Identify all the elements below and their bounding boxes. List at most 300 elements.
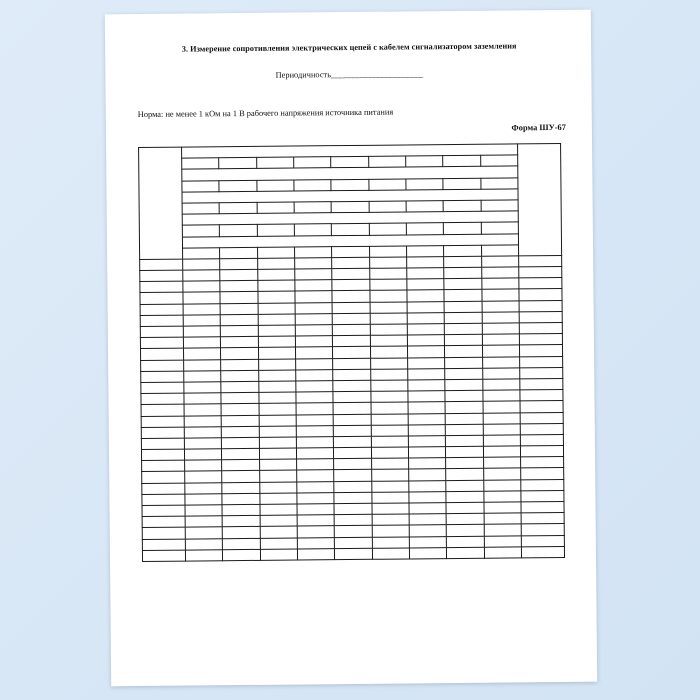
data-cell[interactable] [520, 378, 563, 390]
subheader-cell[interactable] [406, 178, 443, 190]
data-cell[interactable] [371, 425, 408, 437]
data-cell[interactable] [297, 526, 334, 538]
data-cell[interactable] [372, 537, 409, 549]
data-cell[interactable] [482, 323, 519, 335]
subheader-cell[interactable] [481, 177, 518, 189]
data-cell[interactable] [259, 448, 296, 460]
data-cell[interactable] [484, 535, 521, 547]
data-cell[interactable] [259, 437, 296, 449]
data-cell[interactable] [220, 292, 257, 304]
subheader-cell[interactable] [406, 223, 443, 235]
data-cell[interactable] [185, 527, 222, 539]
data-cell[interactable] [521, 535, 564, 547]
data-cell[interactable] [185, 482, 222, 494]
data-cell[interactable] [369, 268, 406, 280]
data-cell[interactable] [483, 435, 520, 447]
data-cell[interactable] [371, 391, 408, 403]
data-cell[interactable] [142, 494, 185, 506]
data-cell[interactable] [521, 479, 564, 491]
data-cell[interactable] [519, 311, 562, 323]
data-cell[interactable] [482, 312, 519, 324]
data-cell[interactable] [519, 300, 562, 312]
data-cell[interactable] [140, 293, 183, 305]
data-cell[interactable] [185, 549, 222, 561]
data-cell[interactable] [296, 369, 333, 381]
data-cell[interactable] [408, 380, 445, 392]
data-cell[interactable] [445, 368, 482, 380]
data-cell[interactable] [141, 416, 184, 428]
data-cell[interactable] [520, 423, 563, 435]
data-cell[interactable] [296, 425, 333, 437]
subheader-cell[interactable] [443, 178, 480, 190]
data-cell[interactable] [483, 390, 520, 402]
data-cell[interactable] [222, 516, 259, 528]
data-cell[interactable] [409, 547, 446, 559]
data-cell[interactable] [482, 289, 519, 301]
data-cell[interactable] [184, 449, 221, 461]
data-cell[interactable] [295, 280, 332, 292]
data-cell[interactable] [519, 278, 562, 290]
data-cell[interactable] [445, 357, 482, 369]
data-cell[interactable] [483, 446, 520, 458]
data-cell[interactable] [445, 413, 482, 425]
subheader-cell[interactable] [294, 246, 331, 258]
data-cell[interactable] [260, 504, 297, 516]
data-cell[interactable] [409, 480, 446, 492]
data-cell[interactable] [445, 346, 482, 358]
data-cell[interactable] [522, 546, 565, 558]
subheader-cell[interactable] [331, 179, 368, 191]
data-cell[interactable] [483, 457, 520, 469]
data-cell[interactable] [407, 290, 444, 302]
subheader-cell[interactable] [182, 225, 219, 237]
data-cell[interactable] [370, 346, 407, 358]
data-cell[interactable] [446, 424, 483, 436]
data-cell[interactable] [258, 336, 295, 348]
data-cell[interactable] [370, 302, 407, 314]
data-cell[interactable] [297, 492, 334, 504]
data-cell[interactable] [372, 492, 409, 504]
data-cell[interactable] [221, 404, 258, 416]
data-cell[interactable] [407, 324, 444, 336]
data-cell[interactable] [445, 390, 482, 402]
data-cell[interactable] [407, 301, 444, 313]
data-cell[interactable] [258, 370, 295, 382]
subheader-cell[interactable] [182, 247, 219, 259]
subheader-cell[interactable] [444, 223, 481, 235]
data-cell[interactable] [296, 381, 333, 393]
data-cell[interactable] [409, 536, 446, 548]
data-cell[interactable] [520, 412, 563, 424]
subheader-cell[interactable] [369, 179, 406, 191]
data-cell[interactable] [142, 460, 185, 472]
data-cell[interactable] [332, 268, 369, 280]
data-cell[interactable] [183, 270, 220, 282]
data-cell[interactable] [370, 335, 407, 347]
data-cell[interactable] [333, 403, 370, 415]
data-cell[interactable] [141, 360, 184, 372]
data-cell[interactable] [259, 493, 296, 505]
data-cell[interactable] [370, 358, 407, 370]
data-cell[interactable] [140, 304, 183, 316]
data-cell[interactable] [296, 414, 333, 426]
data-cell[interactable] [371, 402, 408, 414]
data-cell[interactable] [297, 537, 334, 549]
data-cell[interactable] [297, 515, 334, 527]
subheader-cell[interactable] [443, 200, 480, 212]
data-cell[interactable] [296, 448, 333, 460]
data-cell[interactable] [332, 313, 369, 325]
data-cell[interactable] [446, 513, 483, 525]
data-cell[interactable] [408, 435, 445, 447]
subheader-cell[interactable] [331, 157, 368, 169]
data-cell[interactable] [141, 427, 184, 439]
data-cell[interactable] [521, 457, 564, 469]
data-cell[interactable] [408, 413, 445, 425]
data-cell[interactable] [446, 491, 483, 503]
data-cell[interactable] [407, 335, 444, 347]
data-cell[interactable] [259, 415, 296, 427]
data-cell[interactable] [520, 345, 563, 357]
data-cell[interactable] [260, 526, 297, 538]
data-cell[interactable] [222, 471, 259, 483]
data-cell[interactable] [446, 457, 483, 469]
data-cell[interactable] [371, 447, 408, 459]
data-cell[interactable] [521, 501, 564, 513]
data-cell[interactable] [142, 483, 185, 495]
data-cell[interactable] [297, 548, 334, 560]
subheader-cell[interactable] [257, 202, 294, 214]
data-cell[interactable] [140, 315, 183, 327]
data-cell[interactable] [407, 268, 444, 280]
data-cell[interactable] [446, 446, 483, 458]
data-cell[interactable] [372, 525, 409, 537]
data-cell[interactable] [185, 471, 222, 483]
subheader-cell[interactable] [332, 224, 369, 236]
data-cell[interactable] [295, 325, 332, 337]
data-cell[interactable] [445, 334, 482, 346]
data-cell[interactable] [220, 314, 257, 326]
subheader-cell[interactable] [369, 201, 406, 213]
data-cell[interactable] [520, 401, 563, 413]
data-cell[interactable] [221, 415, 258, 427]
data-cell[interactable] [371, 469, 408, 481]
data-cell[interactable] [258, 303, 295, 315]
data-cell[interactable] [258, 314, 295, 326]
data-cell[interactable] [521, 446, 564, 458]
data-cell[interactable] [332, 302, 369, 314]
subheader-cell[interactable] [407, 245, 444, 257]
data-cell[interactable] [333, 347, 370, 359]
data-cell[interactable] [519, 322, 562, 334]
data-cell[interactable] [258, 392, 295, 404]
data-cell[interactable] [259, 470, 296, 482]
data-cell[interactable] [142, 505, 185, 517]
data-cell[interactable] [258, 325, 295, 337]
subheader-cell[interactable] [182, 203, 219, 215]
data-cell[interactable] [257, 269, 294, 281]
subheader-cell[interactable] [219, 180, 256, 192]
data-cell[interactable] [447, 525, 484, 537]
subheader-cell[interactable] [220, 225, 257, 237]
data-cell[interactable] [444, 278, 481, 290]
data-cell[interactable] [297, 481, 334, 493]
data-cell[interactable] [221, 337, 258, 349]
data-cell[interactable] [183, 303, 220, 315]
data-cell[interactable] [296, 403, 333, 415]
data-cell[interactable] [484, 547, 521, 559]
data-cell[interactable] [141, 404, 184, 416]
data-cell[interactable] [408, 391, 445, 403]
data-cell[interactable] [370, 290, 407, 302]
data-cell[interactable] [482, 368, 519, 380]
data-cell[interactable] [222, 437, 259, 449]
data-cell[interactable] [334, 470, 371, 482]
data-cell[interactable] [407, 346, 444, 358]
subheader-cell[interactable] [294, 202, 331, 214]
data-cell[interactable] [519, 267, 562, 279]
subheader-cell[interactable] [294, 157, 331, 169]
data-cell[interactable] [407, 312, 444, 324]
data-cell[interactable] [334, 514, 371, 526]
data-cell[interactable] [260, 515, 297, 527]
data-cell[interactable] [446, 480, 483, 492]
data-cell[interactable] [222, 460, 259, 472]
data-cell[interactable] [482, 278, 519, 290]
data-cell[interactable] [295, 291, 332, 303]
data-cell[interactable] [184, 426, 221, 438]
subheader-cell[interactable] [332, 246, 369, 258]
data-cell[interactable] [221, 393, 258, 405]
data-cell[interactable] [521, 524, 564, 536]
data-cell[interactable] [372, 548, 409, 560]
subheader-cell[interactable] [256, 157, 293, 169]
data-cell[interactable] [520, 390, 563, 402]
data-cell[interactable] [447, 536, 484, 548]
data-cell[interactable] [332, 291, 369, 303]
data-cell[interactable] [259, 459, 296, 471]
subheader-cell[interactable] [182, 180, 219, 192]
data-cell[interactable] [446, 469, 483, 481]
data-cell[interactable] [259, 426, 296, 438]
data-cell[interactable] [141, 449, 184, 461]
data-cell[interactable] [484, 491, 521, 503]
data-cell[interactable] [141, 371, 184, 383]
data-cell[interactable] [483, 424, 520, 436]
data-cell[interactable] [141, 438, 184, 450]
data-cell[interactable] [408, 368, 445, 380]
data-cell[interactable] [334, 481, 371, 493]
data-cell[interactable] [444, 290, 481, 302]
data-cell[interactable] [333, 324, 370, 336]
data-cell[interactable] [222, 482, 259, 494]
subheader-cell[interactable] [257, 224, 294, 236]
data-cell[interactable] [184, 370, 221, 382]
data-cell[interactable] [184, 404, 221, 416]
data-cell[interactable] [483, 379, 520, 391]
data-cell[interactable] [185, 505, 222, 517]
subheader-cell[interactable] [256, 180, 293, 192]
data-cell[interactable] [483, 468, 520, 480]
data-cell[interactable] [258, 359, 295, 371]
data-cell[interactable] [183, 326, 220, 338]
data-cell[interactable] [142, 516, 185, 528]
data-cell[interactable] [142, 539, 185, 551]
data-cell[interactable] [223, 549, 260, 561]
data-cell[interactable] [521, 468, 564, 480]
data-cell[interactable] [408, 402, 445, 414]
data-cell[interactable] [140, 337, 183, 349]
data-cell[interactable] [409, 491, 446, 503]
data-cell[interactable] [184, 438, 221, 450]
data-cell[interactable] [220, 281, 257, 293]
data-cell[interactable] [445, 312, 482, 324]
data-cell[interactable] [408, 424, 445, 436]
data-cell[interactable] [520, 434, 563, 446]
data-cell[interactable] [222, 493, 259, 505]
data-cell[interactable] [333, 380, 370, 392]
data-cell[interactable] [521, 490, 564, 502]
data-cell[interactable] [482, 345, 519, 357]
data-cell[interactable] [409, 525, 446, 537]
data-cell[interactable] [220, 303, 257, 315]
data-cell[interactable] [407, 279, 444, 291]
data-cell[interactable] [333, 414, 370, 426]
data-cell[interactable] [519, 289, 562, 301]
data-cell[interactable] [446, 435, 483, 447]
data-cell[interactable] [221, 426, 258, 438]
data-cell[interactable] [484, 502, 521, 514]
data-cell[interactable] [335, 537, 372, 549]
subheader-cell[interactable] [182, 158, 219, 170]
data-cell[interactable] [332, 280, 369, 292]
data-cell[interactable] [258, 291, 295, 303]
data-cell[interactable] [140, 270, 183, 282]
data-cell[interactable] [334, 447, 371, 459]
data-cell[interactable] [482, 301, 519, 313]
data-cell[interactable] [334, 425, 371, 437]
subheader-cell[interactable] [444, 245, 481, 257]
data-cell[interactable] [220, 269, 257, 281]
data-cell[interactable] [333, 336, 370, 348]
data-cell[interactable] [333, 391, 370, 403]
data-cell[interactable] [482, 334, 519, 346]
data-cell[interactable] [297, 470, 334, 482]
data-cell[interactable] [140, 326, 183, 338]
data-cell[interactable] [295, 313, 332, 325]
data-cell[interactable] [260, 538, 297, 550]
data-cell[interactable] [408, 357, 445, 369]
data-cell[interactable] [520, 367, 563, 379]
subheader-cell[interactable] [331, 201, 368, 213]
data-cell[interactable] [142, 550, 185, 562]
data-cell[interactable] [520, 356, 563, 368]
data-cell[interactable] [258, 381, 295, 393]
data-cell[interactable] [445, 323, 482, 335]
data-cell[interactable] [295, 302, 332, 314]
data-cell[interactable] [184, 382, 221, 394]
subheader-cell[interactable] [219, 202, 256, 214]
data-cell[interactable] [334, 492, 371, 504]
data-cell[interactable] [445, 379, 482, 391]
data-cell[interactable] [334, 503, 371, 515]
subheader-cell[interactable] [219, 158, 256, 170]
data-cell[interactable] [185, 516, 222, 528]
data-cell[interactable] [185, 538, 222, 550]
data-cell[interactable] [220, 325, 257, 337]
data-cell[interactable] [221, 370, 258, 382]
data-cell[interactable] [446, 502, 483, 514]
data-cell[interactable] [140, 348, 183, 360]
data-cell[interactable] [295, 269, 332, 281]
data-cell[interactable] [295, 336, 332, 348]
data-cell[interactable] [519, 334, 562, 346]
data-cell[interactable] [183, 337, 220, 349]
data-cell[interactable] [483, 480, 520, 492]
data-cell[interactable] [185, 494, 222, 506]
data-cell[interactable] [295, 347, 332, 359]
data-cell[interactable] [222, 448, 259, 460]
data-cell[interactable] [444, 301, 481, 313]
data-cell[interactable] [142, 472, 185, 484]
data-cell[interactable] [370, 380, 407, 392]
data-cell[interactable] [371, 436, 408, 448]
subheader-cell[interactable] [294, 179, 331, 191]
data-cell[interactable] [372, 514, 409, 526]
subheader-cell[interactable] [220, 247, 257, 259]
data-cell[interactable] [409, 503, 446, 515]
subheader-cell[interactable] [406, 201, 443, 213]
subheader-cell[interactable] [406, 156, 443, 168]
subheader-cell[interactable] [481, 222, 518, 234]
data-cell[interactable] [183, 359, 220, 371]
data-cell[interactable] [370, 313, 407, 325]
data-cell[interactable] [296, 358, 333, 370]
data-cell[interactable] [370, 324, 407, 336]
data-cell[interactable] [222, 527, 259, 539]
data-cell[interactable] [371, 458, 408, 470]
data-cell[interactable] [183, 281, 220, 293]
subheader-cell[interactable] [443, 155, 480, 167]
data-cell[interactable] [296, 459, 333, 471]
data-cell[interactable] [447, 547, 484, 559]
data-cell[interactable] [141, 393, 184, 405]
data-cell[interactable] [141, 382, 184, 394]
data-cell[interactable] [142, 527, 185, 539]
data-cell[interactable] [370, 369, 407, 381]
data-cell[interactable] [221, 359, 258, 371]
data-cell[interactable] [333, 369, 370, 381]
data-cell[interactable] [183, 348, 220, 360]
data-cell[interactable] [334, 436, 371, 448]
data-cell[interactable] [222, 504, 259, 516]
data-cell[interactable] [445, 402, 482, 414]
data-cell[interactable] [409, 458, 446, 470]
data-cell[interactable] [221, 381, 258, 393]
data-cell[interactable] [521, 513, 564, 525]
subheader-cell[interactable] [294, 224, 331, 236]
data-cell[interactable] [183, 292, 220, 304]
data-cell[interactable] [296, 392, 333, 404]
data-cell[interactable] [334, 526, 371, 538]
data-cell[interactable] [184, 460, 221, 472]
data-cell[interactable] [483, 412, 520, 424]
subheader-cell[interactable] [481, 200, 518, 212]
data-cell[interactable] [221, 348, 258, 360]
data-cell[interactable] [444, 267, 481, 279]
subheader-cell[interactable] [481, 245, 518, 257]
subheader-cell[interactable] [369, 246, 406, 258]
